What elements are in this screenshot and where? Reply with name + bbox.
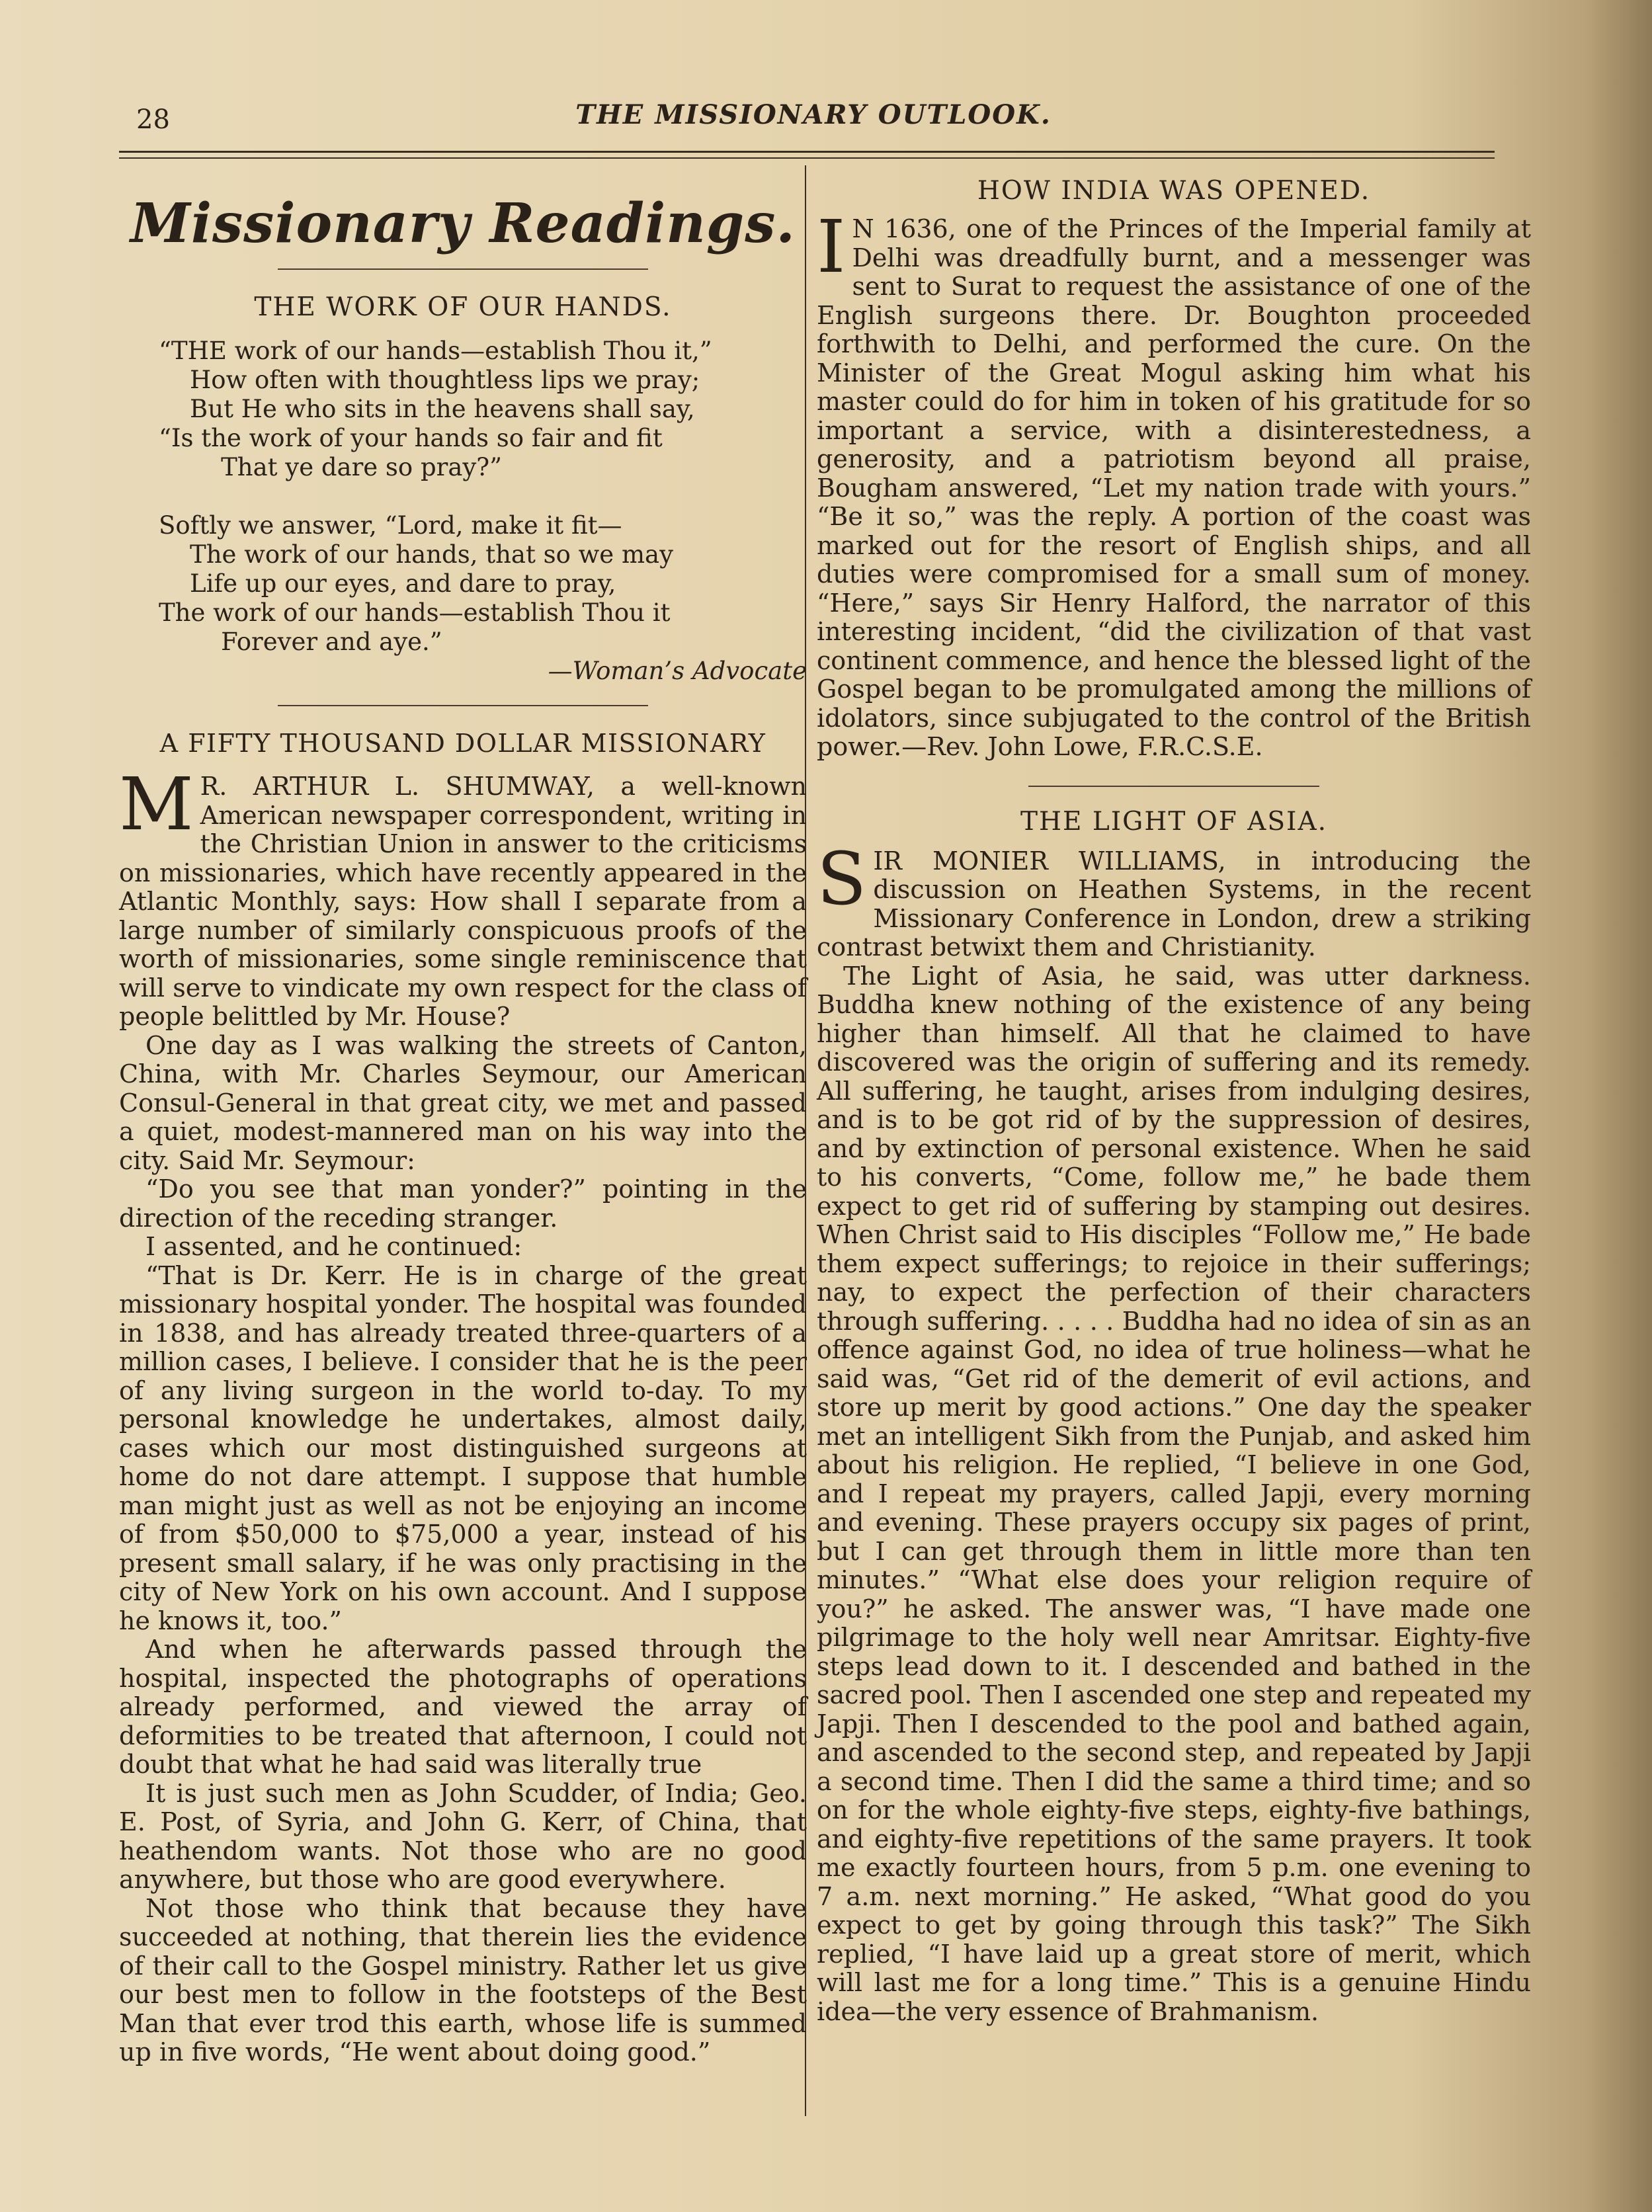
poem-body: [159, 337, 807, 657]
article-paragraph: “Do you see that man yonder?” pointing in the direction of the receding stranger.: [119, 1174, 807, 1233]
poem-line: The work of our hands—establish Thou it: [159, 598, 671, 627]
poem-title: THE WORK OF OUR HANDS.: [254, 292, 672, 322]
header-rule-thin: [119, 157, 1495, 159]
article-paragraph: “That is Dr. Kerr. He is in charge of the great missionary hospital yonder. The hospital was founded in 1838, and has already treated three-quarters of a million cases, I believe. I consider that he is the peer of any living surgeon in the world to-day. To my personal knowledge he undertakes, almost daily, cases which our most distinguished surgeons at home do not dare attempt. I suppose that humble man might just as well as not be enjoying an income of from $50,000 to $75,000 a year, instead of his present small salary, if he was only practising in the city of New York on his own account. And I suppose he knows it, too.”: [119, 1260, 807, 1635]
divider: [278, 268, 648, 270]
article-title: THE LIGHT OF ASIA.: [1020, 806, 1328, 837]
article-body: [817, 204, 1531, 762]
article-paragraph: N 1636, one of the Princes of the Imperial family at Delhi was dreadfully burnt, and a messenger was sent to Surat to request the assistance of one of the English surgeons there. Dr. Boughton proceeded forthwith to Delhi, and performed the cure. On the Minister of the Great Mogul asking him what his master could do for him in token of his gratitude for so important a service, with a disinterestedness, a generosity, and a patriotism beyond all praise, Bougham answered, “Let my nation trade with yours.” “Be it so,” was the reply. A portion of the coast was marked out for the resort of English ships, and all duties were compromised for a small sum of money. “Here,” says Sir Henry Halford, the narrator of this interesting incident, “did the civilization of that vast continent commence, and hence the blessed light of the Gospel began to be promulgated among the millions of idolators, since subjugated to the control of the British power.—Rev. John Lowe, F.R.C.S.E.: [817, 214, 1531, 761]
poem-line: Life up our eyes, and dare to pray,: [159, 569, 616, 598]
left-column: [119, 165, 807, 2067]
drop-cap: M: [119, 762, 194, 846]
poem-line: [159, 482, 807, 511]
divider: [1028, 786, 1319, 787]
poem-attribution: —Woman’s Advocate: [548, 657, 807, 685]
right-column: [817, 165, 1531, 2026]
article-paragraph: Not those who think that because they have succeeded at nothing, that therein lies the evidence of their call to the Gospel ministry. Rather let us give our best men to follow in the footsteps of the Best Man that ever trod this earth, whose life is summed up in five words, “He went about doing good.”: [119, 1893, 807, 2067]
drop-cap: S: [817, 836, 867, 921]
article-paragraph: R. ARTHUR L. SHUMWAY, a well-known American newspaper correspondent, writing in the Christian Union in answer to the criticisms on missionaries, which have recently appeared in the Atlantic Monthly, says: How shall I separate from a large number of similarly conspicuous proofs of the worth of missionaries, some single reminiscence that will serve to vindicate my own respect for the class of people belittled by Mr. House?: [119, 772, 807, 1031]
journal-title: THE MISSIONARY OUTLOOK.: [575, 99, 1052, 130]
divider: [278, 705, 648, 706]
article-paragraph: I assented, and he continued:: [145, 1232, 522, 1261]
article-title: HOW INDIA WAS OPENED.: [977, 176, 1371, 206]
poem-line: How often with thoughtless lips we pray;: [159, 366, 700, 394]
poem-line: That ye dare so pray?”: [159, 453, 503, 481]
article-body: [817, 836, 1531, 2027]
poem-line: Forever and aye.”: [159, 628, 442, 656]
section-heading: Missionary Readings.: [130, 192, 796, 255]
poem-line: Softly we answer, “Lord, make it fit—: [159, 511, 622, 540]
page-number: 28: [136, 104, 170, 135]
article-title: A FIFTY THOUSAND DOLLAR MISSIONARY: [159, 729, 766, 758]
article-paragraph: It is just such men as John Scudder, of India; Geo. E. Post, of Syria, and John G. Kerr, of China, that heathendom wants. Not those who are no good anywhere, but those who are good everywhere.: [119, 1778, 807, 1894]
poem-line: “THE work of our hands—establish Thou it,”: [159, 337, 712, 365]
article-paragraph: IR MONIER WILLIAMS, in introducing the discussion on Heathen Systems, in the recent Missionary Conference in London, drew a striking contrast betwixt them and Christianity.: [817, 846, 1531, 962]
poem-line: But He who sits in the heavens shall say,: [159, 395, 695, 423]
drop-cap: I: [817, 204, 846, 289]
article-paragraph: One day as I was walking the streets of Canton, China, with Mr. Charles Seymour, our American Consul-General in that great city, we met and passed a quiet, modest-mannered man on his way into the city. Said Mr. Seymour:: [119, 1030, 807, 1175]
article-paragraph: The Light of Asia, he said, was utter darkness. Buddha knew nothing of the existence of any being higher than himself. All that he claimed to have discovered was the origin of suffering and its remedy. All suffering, he taught, arises from indulging desires, and is to be got rid of by the suppression of desires, and by extinction of personal existence. When he said to his converts, “Come, follow me,” he bade them expect to get rid of suffering by stamping out desires. When Christ said to His disciples “Follow me,” He bade them expect sufferings; to rejoice in their sufferings; nay, to expect the perfection of their characters through suffering. . . . . Buddha had no idea of sin as an offence against God, no idea of true holiness—what he said was, “Get rid of the demerit of evil actions, and store up merit by good actions.” One day the speaker met an intelligent Sikh from the Punjab, and asked him about his religion. He replied, “I believe in one God, and I repeat my prayers, called Japji, every morning and evening. These prayers occupy six pages of print, but I can get through them in little more than ten minutes.” “What else does your religion require of you?” he asked. The answer was, “I have made one pilgrimage to the holy well near Amritsar. Eighty-five steps lead down to it. I descended and bathed in the sacred pool. Then I ascended one step and repeated my Japji. Then I descended to the pool and bathed again, and ascended to the second step, and repeated by Japji a second time. Then I did the same a third time; and so on for the whole eighty-five steps, eighty-five bathings, and eighty-five repetitions of the same prayers. It took me exactly fourteen hours, from 5 p.m. one evening to 7 a.m. next morning.” He asked, “What good do you expect to get by going through this task?” The Sikh replied, “I have laid up a great store of merit, which will last me for a long time.” This is a genuine Hindu idea—the very essence of Brahmanism.: [817, 961, 1531, 2026]
page-header: [119, 99, 1508, 145]
article-body: [119, 762, 807, 2067]
header-rule: [119, 151, 1495, 153]
article-paragraph: And when he afterwards passed through the hospital, inspected the photographs of operations already performed, and viewed the array of deformities to be treated that afternoon, I could not doubt that what he had said was literally true: [119, 1635, 807, 1779]
poem-line: “Is the work of your hands so fair and fit: [159, 424, 663, 452]
poem-line: The work of our hands, that so we may: [159, 540, 674, 569]
